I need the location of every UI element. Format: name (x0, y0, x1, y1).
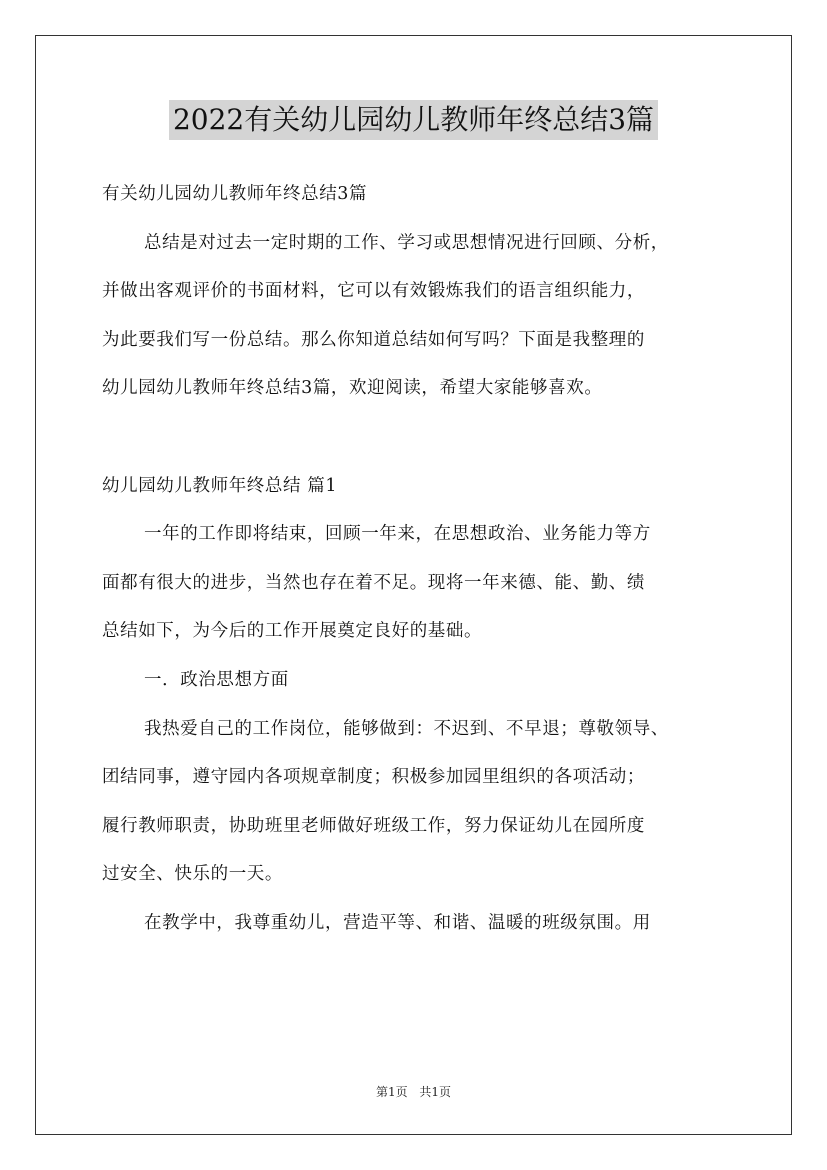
document-body (102, 176, 742, 954)
text-line: 我热爱自己的工作岗位，能够做到：不迟到、不早退；尊敬领导、 (144, 718, 669, 739)
title-container (0, 100, 827, 140)
text-line: 过安全、快乐的一天。 (102, 864, 283, 885)
page-footer (0, 1083, 827, 1100)
page-number: 第1页 (375, 1085, 408, 1099)
blank-line (102, 419, 742, 468)
subsection-heading: 一．政治思想方面 (144, 669, 289, 690)
text-line: 有关幼儿园幼儿教师年终总结3篇 (102, 184, 368, 204)
text-line: 总结是对过去一定时期的工作、学习或思想情况进行回顾、分析， (144, 232, 669, 253)
text-line: 总结如下，为今后的工作开展奠定良好的基础。 (102, 621, 483, 642)
text-line: 幼儿园幼儿教师年终总结3篇，欢迎阅读，希望大家能够喜欢。 (102, 378, 603, 399)
text-line: 一年的工作即将结束，回顾一年来，在思想政治、业务能力等方 (144, 524, 651, 545)
text-line: 在教学中，我尊重幼儿，营造平等、和谐、温暖的班级氛围。用 (144, 912, 651, 933)
text-line: 团结同事，遵守园内各项规章制度；积极参加园里组织的各项活动； (102, 767, 645, 788)
document-title: 2022有关幼儿园幼儿教师年终总结3篇 (169, 100, 658, 140)
section-heading: 幼儿园幼儿教师年终总结 篇1 (102, 475, 338, 496)
page-total: 共1页 (419, 1085, 452, 1099)
text-line: 为此要我们写一份总结。那么你知道总结如何写吗？下面是我整理的 (102, 329, 645, 350)
text-line: 履行教师职责，协助班里老师做好班级工作，努力保证幼儿在园所度 (102, 815, 645, 836)
text-line: 并做出客观评价的书面材料，它可以有效锻炼我们的语言组织能力， (102, 281, 645, 302)
text-line: 面都有很大的进步，当然也存在着不足。现将一年来德、能、勤、绩 (102, 572, 645, 593)
